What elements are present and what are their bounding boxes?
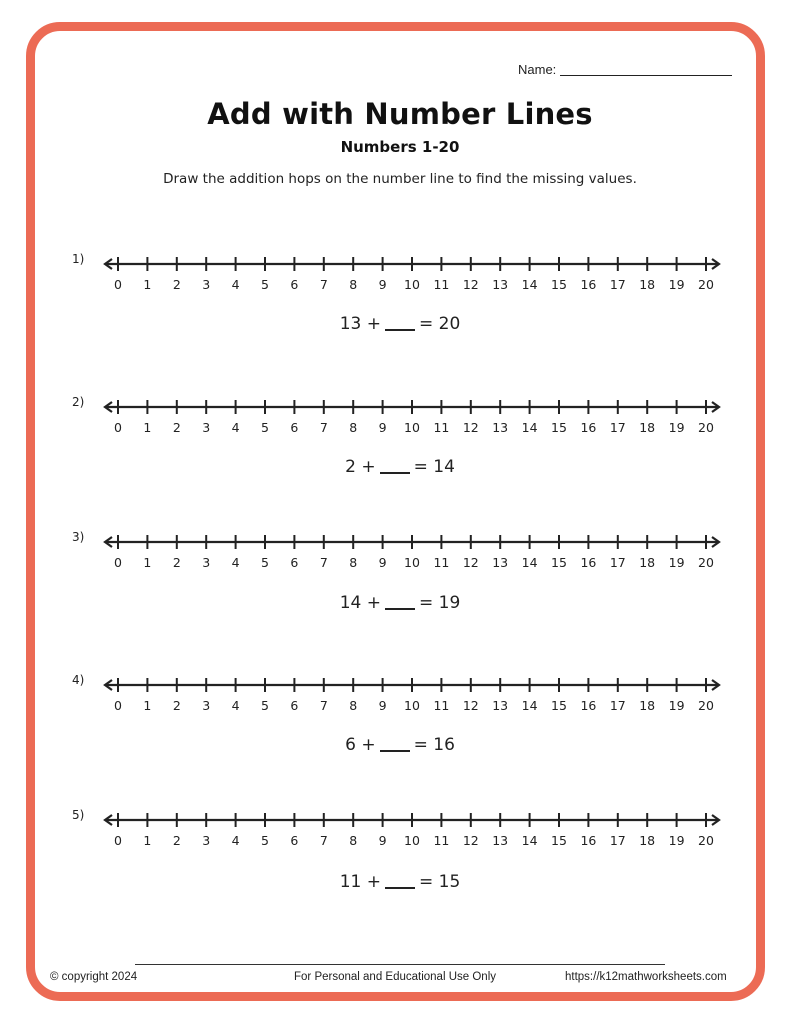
tick-label: 11 — [433, 833, 450, 848]
tick-label: 18 — [639, 833, 656, 848]
tick-label: 5 — [261, 698, 269, 713]
tick-label: 16 — [580, 420, 597, 435]
tick-label: 17 — [609, 277, 626, 292]
equation-total: 16 — [433, 735, 455, 755]
tick-label: 3 — [202, 698, 211, 713]
tick-label: 17 — [609, 555, 626, 570]
footer-copyright: © copyright 2024 — [50, 971, 138, 983]
tick-label: 11 — [433, 698, 450, 713]
tick-label: 3 — [202, 277, 211, 292]
tick-label: 2 — [172, 277, 181, 292]
tick-label: 10 — [404, 698, 420, 713]
tick-label: 8 — [349, 698, 358, 713]
tick-label: 19 — [668, 420, 685, 435]
equals-sign: = — [413, 735, 428, 755]
answer-blank[interactable] — [380, 472, 410, 474]
tick-label: 0 — [114, 833, 122, 848]
plus-sign: + — [366, 872, 381, 892]
tick-label: 6 — [290, 833, 299, 848]
tick-label: 19 — [668, 833, 685, 848]
tick-label: 20 — [698, 555, 714, 570]
equation — [0, 735, 800, 755]
problem-number: 5) — [72, 808, 85, 822]
tick-label: 19 — [668, 277, 685, 292]
problem — [0, 808, 800, 918]
tick-label: 5 — [261, 420, 269, 435]
tick-label: 19 — [668, 698, 685, 713]
tick-label: 7 — [319, 420, 328, 435]
tick-label: 10 — [404, 277, 420, 292]
tick-label: 7 — [319, 277, 328, 292]
tick-label: 9 — [378, 698, 387, 713]
equation-start: 14 — [339, 593, 362, 613]
equation-total: 15 — [438, 872, 461, 892]
problem-number: 3) — [72, 530, 85, 544]
tick-label: 6 — [290, 277, 299, 292]
tick-label: 13 — [492, 833, 509, 848]
equals-sign: = — [419, 593, 434, 613]
equals-sign: = — [419, 314, 434, 334]
tick-label: 12 — [462, 420, 479, 435]
tick-label: 13 — [492, 277, 509, 292]
tick-label: 14 — [521, 420, 538, 435]
tick-label: 13 — [492, 698, 509, 713]
tick-label: 2 — [172, 833, 181, 848]
instructions: Draw the addition hops on the number line to find the missing values. — [163, 171, 637, 187]
tick-label: 9 — [378, 555, 387, 570]
tick-label: 1 — [143, 833, 152, 848]
equals-sign: = — [419, 872, 434, 892]
tick-label: 16 — [580, 698, 597, 713]
equation — [0, 314, 800, 334]
tick-label: 10 — [404, 420, 420, 435]
tick-label: 0 — [114, 555, 122, 570]
tick-label: 13 — [492, 555, 509, 570]
answer-blank[interactable] — [380, 750, 410, 752]
number-line[interactable] — [0, 673, 800, 718]
tick-label: 5 — [261, 277, 269, 292]
tick-label: 14 — [521, 277, 538, 292]
tick-label: 16 — [580, 833, 597, 848]
tick-label: 17 — [609, 698, 626, 713]
tick-label: 18 — [639, 555, 656, 570]
problem-number: 4) — [72, 673, 85, 687]
tick-label: 1 — [143, 698, 152, 713]
tick-label: 0 — [114, 698, 122, 713]
tick-label: 7 — [319, 555, 328, 570]
tick-label: 14 — [521, 833, 538, 848]
equation-start: 6 — [345, 735, 356, 755]
tick-label: 12 — [462, 833, 479, 848]
tick-label: 18 — [639, 277, 656, 292]
equation-start: 2 — [345, 457, 356, 477]
tick-label: 11 — [433, 555, 450, 570]
tick-label: 12 — [462, 555, 479, 570]
tick-label: 18 — [639, 420, 656, 435]
tick-label: 10 — [404, 555, 420, 570]
tick-label: 5 — [261, 833, 269, 848]
tick-label: 10 — [404, 833, 420, 848]
tick-label: 2 — [172, 420, 181, 435]
plus-sign: + — [366, 593, 381, 613]
tick-label: 0 — [114, 277, 122, 292]
footer-usage: For Personal and Educational Use Only — [294, 971, 496, 983]
tick-label: 9 — [378, 420, 387, 435]
tick-label: 20 — [698, 833, 714, 848]
tick-label: 15 — [551, 698, 567, 713]
plus-sign: + — [361, 457, 376, 477]
equation-total: 14 — [433, 457, 455, 477]
footer-divider — [135, 964, 665, 965]
tick-label: 20 — [698, 277, 714, 292]
page-subtitle: Numbers 1-20 — [340, 138, 460, 156]
problem — [0, 395, 800, 505]
tick-label: 4 — [231, 698, 240, 713]
equation-total: 20 — [438, 314, 461, 334]
equals-sign: = — [413, 457, 428, 477]
name-blank[interactable] — [560, 75, 732, 76]
tick-label: 4 — [231, 555, 240, 570]
tick-label: 20 — [698, 420, 714, 435]
tick-label: 5 — [261, 555, 269, 570]
tick-label: 3 — [202, 833, 211, 848]
problem — [0, 530, 800, 640]
tick-label: 8 — [349, 420, 358, 435]
tick-label: 15 — [551, 420, 567, 435]
equation — [0, 593, 800, 613]
tick-label: 17 — [609, 420, 626, 435]
tick-label: 1 — [143, 277, 152, 292]
tick-label: 19 — [668, 555, 685, 570]
answer-blank[interactable] — [385, 329, 415, 331]
number-line[interactable] — [0, 252, 800, 297]
tick-label: 17 — [609, 833, 626, 848]
tick-label: 11 — [433, 420, 450, 435]
tick-label: 14 — [521, 555, 538, 570]
equation — [0, 872, 800, 892]
equation — [0, 457, 800, 477]
tick-label: 3 — [202, 555, 211, 570]
tick-label: 6 — [290, 698, 299, 713]
tick-label: 6 — [290, 420, 299, 435]
number-line[interactable] — [0, 808, 800, 853]
tick-label: 8 — [349, 277, 358, 292]
tick-label: 9 — [378, 277, 387, 292]
tick-label: 1 — [143, 555, 152, 570]
tick-label: 15 — [551, 277, 567, 292]
tick-label: 15 — [551, 833, 567, 848]
tick-label: 7 — [319, 833, 328, 848]
tick-label: 13 — [492, 420, 509, 435]
tick-label: 12 — [462, 698, 479, 713]
name-label: Name: — [518, 62, 557, 77]
tick-label: 18 — [639, 698, 656, 713]
tick-label: 8 — [349, 833, 358, 848]
footer-website[interactable]: https://k12mathworksheets.com — [565, 971, 727, 983]
answer-blank[interactable] — [385, 608, 415, 610]
page-title: Add with Number Lines — [207, 97, 593, 131]
problem — [0, 252, 800, 362]
tick-label: 6 — [290, 555, 299, 570]
name-field[interactable] — [518, 62, 732, 77]
tick-label: 16 — [580, 555, 597, 570]
tick-label: 9 — [378, 833, 387, 848]
tick-label: 4 — [231, 833, 240, 848]
equation-total: 19 — [438, 593, 461, 613]
plus-sign: + — [361, 735, 376, 755]
number-line[interactable] — [0, 395, 800, 440]
number-line[interactable] — [0, 530, 800, 575]
problem-number: 2) — [72, 395, 85, 409]
tick-label: 14 — [521, 698, 538, 713]
tick-label: 7 — [319, 698, 328, 713]
plus-sign: + — [366, 314, 381, 334]
tick-label: 2 — [172, 698, 181, 713]
problem-number: 1) — [72, 252, 85, 266]
tick-label: 4 — [231, 277, 240, 292]
tick-label: 4 — [231, 420, 240, 435]
tick-label: 8 — [349, 555, 358, 570]
tick-label: 3 — [202, 420, 211, 435]
tick-label: 20 — [698, 698, 714, 713]
problem — [0, 673, 800, 783]
equation-start: 11 — [339, 872, 362, 892]
tick-label: 0 — [114, 420, 122, 435]
tick-label: 11 — [433, 277, 450, 292]
tick-label: 15 — [551, 555, 567, 570]
equation-start: 13 — [339, 314, 362, 334]
answer-blank[interactable] — [385, 887, 415, 889]
tick-label: 2 — [172, 555, 181, 570]
tick-label: 1 — [143, 420, 152, 435]
tick-label: 16 — [580, 277, 597, 292]
tick-label: 12 — [462, 277, 479, 292]
